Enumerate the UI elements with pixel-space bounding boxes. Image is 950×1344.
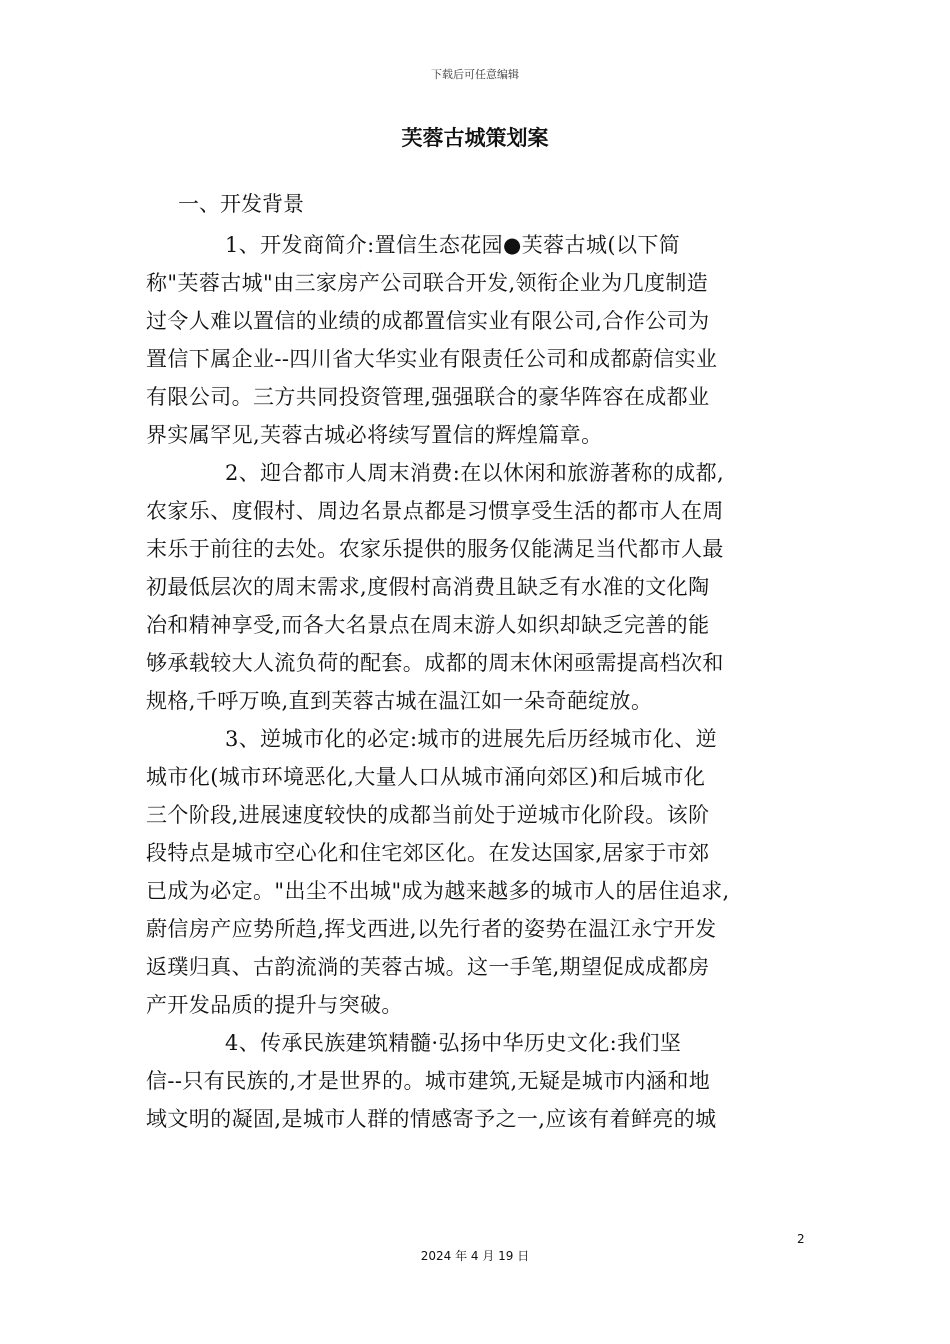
- paragraph-line: 农家乐、度假村、周边名景点都是习惯享受生活的都市人在周: [146, 499, 724, 523]
- paragraph-line: 够承载较大人流负荷的配套。成都的周末休闲亟需提高档次和: [146, 651, 724, 675]
- paragraph-line: 规格,千呼万唤,直到芙蓉古城在温江如一朵奇葩绽放。: [146, 689, 653, 713]
- paragraph-line: 4、传承民族建筑精髓·弘扬中华历史文化:我们坚: [225, 1031, 682, 1055]
- paragraph-line: 域文明的凝固,是城市人群的情感寄予之一,应该有着鲜亮的城: [146, 1107, 717, 1131]
- paragraph-line: 蔚信房产应势所趋,挥戈西进,以先行者的姿势在温江永宁开发: [146, 917, 717, 941]
- paragraph-line: 末乐于前往的去处。农家乐提供的服务仅能满足当代都市人最: [146, 537, 724, 561]
- paragraph-line: 冶和精神享受,而各大名景点在周末游人如织却缺乏完善的能: [146, 613, 710, 637]
- paragraph-line: 已成为必定。"出尘不出城"成为越来越多的城市人的居住追求,: [146, 879, 730, 903]
- paragraph-line: 三个阶段,进展速度较快的成都当前处于逆城市化阶段。该阶: [146, 803, 710, 827]
- paragraph-line: 置信下属企业--四川省大华实业有限责任公司和成都蔚信实业: [146, 347, 718, 371]
- paragraph-line: 1、开发商简介:置信生态花园●芙蓉古城(以下简: [225, 233, 681, 257]
- section-heading: 一、开发背景: [178, 192, 304, 216]
- paragraph-line: 初最低层次的周末需求,度假村高消费且缺乏有水准的文化陶: [146, 575, 710, 599]
- document-title: 芙蓉古城策划案: [401, 126, 549, 150]
- paragraph-line: 称"芙蓉古城"由三家房产公司联合开发,领衔企业为几度制造: [146, 271, 709, 295]
- footer-date: 2024 年 4 月 19 日: [420, 1249, 530, 1263]
- paragraph-line: 过令人难以置信的业绩的成都置信实业有限公司,合作公司为: [146, 309, 710, 333]
- paragraph-line: 段特点是城市空心化和住宅郊区化。在发达国家,居家于市郊: [146, 841, 710, 865]
- page-number: 2: [797, 1232, 805, 1246]
- paragraph-line: 产开发品质的提升与突破。: [146, 993, 403, 1017]
- header-note: 下载后可任意编辑: [431, 68, 519, 81]
- paragraph-line: 界实属罕见,芙蓉古城必将续写置信的辉煌篇章。: [146, 423, 603, 447]
- paragraph-line: 2、迎合都市人周末消费:在以休闲和旅游著称的成都,: [225, 461, 725, 485]
- paragraph-line: 信--只有民族的,才是世界的。城市建筑,无疑是城市内涵和地: [146, 1069, 711, 1093]
- paragraph-line: 有限公司。三方共同投资管理,强强联合的豪华阵容在成都业: [146, 385, 710, 409]
- paragraph-line: 城市化(城市环境恶化,大量人口从城市涌向郊区)和后城市化: [146, 765, 706, 789]
- paragraph-line: 返璞归真、古韵流淌的芙蓉古城。这一手笔,期望促成成都房: [146, 955, 710, 979]
- paragraph-line: 3、逆城市化的必定:城市的进展先后历经城市化、逆: [225, 727, 718, 751]
